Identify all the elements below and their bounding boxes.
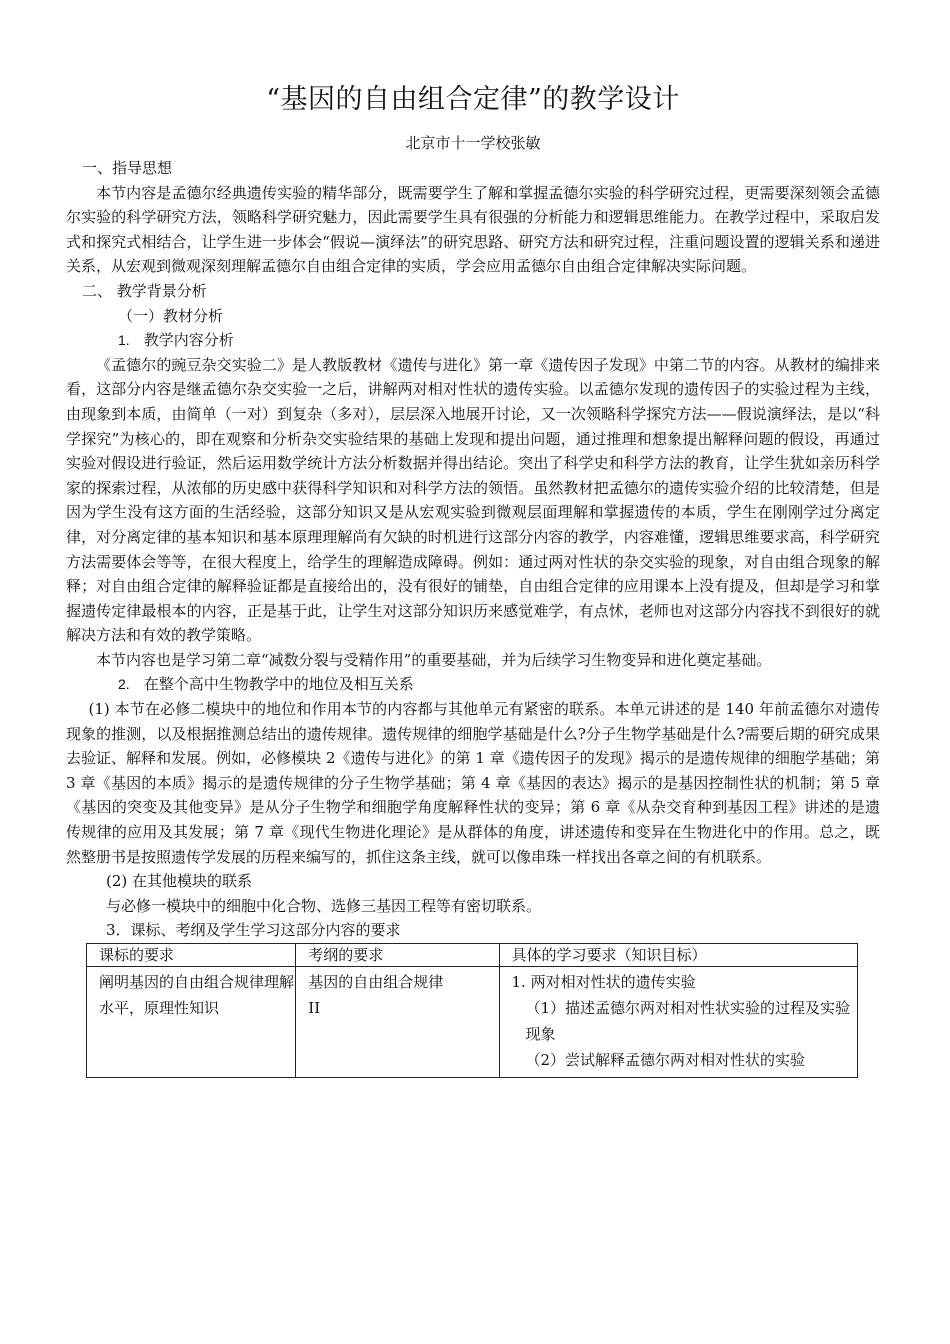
exam-requirement: 基因的自由组合规律	[308, 973, 444, 991]
item-1-label: 教学内容分析	[143, 331, 234, 350]
section-1-body: 本节内容是孟德尔经典遗传实验的精华部分，既需要学生了解和掌握孟德尔实验的科学研究过程，更需要深刻领会孟德尔实验的科学研究方法，领略科学研究魅力，因此需要学生具有很强的分析能力和逻辑思维能力。在教学过程中，采取启发式和探究式相结合，让学生进一步体会“假说—演绎法”的研究思路、研究方法和研究过程，注重问题设置的逻辑关系和递进关系，从宏观到微观深刻理解孟德尔自由组合定律的实质，学会应用孟德尔自由组合定律解决实际问题。	[66, 183, 880, 276]
item-2-paragraph-1: (1) 本节在必修二模块中的地位和作用本节的内容都与其他单元有紧密的联系。本单元讲述的是 140 年前孟德尔对遗传现象的推测，以及根据推测总结出的遗传规律。遗传规律的细胞学基础是什么?分子生物学基础是什么?需要后期的研究成果去验证、解释和发展。例如，必修模块 2《遗传与进化》的第 1 章《遗传因子的发现》揭示的是遗传规律的细胞学基础；第 3 章《基因的本质》揭示的是遗传规律的分子生物学基础；第 4 章《基因的表达》揭示的是基因控制性状的机制；第 5 章《基因的突变及其他变异》是从分子生物学和细胞学角度解释性状的变异；第 6 章《从杂交育种到基因工程》讲述的是遗传规律的应用及其发展；第 7 章《现代生物进化理论》是从群体的角度，讲述遗传和变异在生物进化中的作用。总之，既然整册书是按照遗传学发展的历程来编写的，抓住这条主线，就可以像串珠一样找出各章之间的有机联系。	[66, 700, 880, 866]
item-2-paragraph-3: 与必修一模块中的细胞中化合物、选修三基因工程等有密切联系。	[106, 896, 542, 915]
document-page	[66, 80, 880, 1078]
table-header-row	[87, 944, 858, 967]
item-2-number: 2.	[118, 676, 130, 693]
table-header-exam: 考纲的要求	[296, 944, 499, 967]
subsection-textbook-analysis: （一）教材分析	[118, 306, 224, 325]
exam-level: II	[308, 999, 321, 1017]
item-2-label: 在整个高中生物教学中的地位及相互关系	[143, 675, 414, 694]
item-1-body-2: 本节内容也是学习第二章“减数分裂与受精作用”的重要基础，并为后续学习生物变异和进化奠定基础。	[96, 650, 772, 669]
item-2-paragraph-2: (2) 在其他模块的联系	[106, 872, 253, 891]
item-2-heading	[66, 672, 880, 697]
table-header-curriculum: 课标的要求	[87, 944, 296, 967]
document-title: “基因的自由组合定律”的教学设计	[266, 84, 680, 115]
item-1-heading	[66, 328, 880, 353]
item-1-body: 《孟德尔的豌豆杂交实验二》是人教版教材《遗传与进化》第一章《遗传因子发现》中第二节的内容。从教材的编排来看，这部分内容是继孟德尔杂交实验一之后，讲解两对相对性状的遗传实验。以孟德尔发现的遗传因子的实验过程为主线，由现象到本质，由简单（一对）到复杂（多对），层层深入地展开讨论，又一次领略科学探究方法——假说演绎法，是以“科学探究”为核心的，即在观察和分析杂交实验结果的基础上发现和提出问题，通过推理和想象提出解释问题的假设，再通过实验对假设进行验证，然后运用数学统计方法分析数据并得出结论。突出了科学史和科学方法的教育，让学生犹如亲历科学家的探索过程，从浓郁的历史感中获得科学知识和对科学方法的领悟。虽然教材把孟德尔的遗传实验介绍的比较清楚，但是因为学生没有这方面的生活经验，这部分知识又是从宏观实验到微观层面理解和掌握遗传的本质，学生在刚刚学过分离定律，对分离定律的基本知识和基本原理理解尚有欠缺的时机进行这部分内容的教学，内容难懂，逻辑思维要求高，科学研究方法需要体会等等，在很大程度上，给学生的理解造成障碍。例如：通过两对性状的杂交实验的现象，对自由组合现象的解释；对自由组合定律的解释验证都是直接给出的，没有很好的铺垫，自由组合定律的应用课本上没有提及，但却是学习和掌握遗传定律最根本的内容，正是基于此，让学生对这部分知识历来感觉难学，有点怵，老师也对这部分内容找不到很好的就解决方法和有效的教学策略。	[66, 355, 880, 645]
learning-goal-1-1: （1）描述孟德尔两对相对性状实验的过程及实验现象	[525, 999, 851, 1043]
section-1-heading: 一、指导思想	[82, 159, 173, 177]
learning-goal-1: 1. 两对相对性状的遗传实验	[511, 973, 696, 991]
table-row	[87, 967, 858, 1078]
learning-goal-1-2: （2）尝试解释孟德尔两对相对性状的实验	[525, 1051, 806, 1069]
table-cell-curriculum: 阐明基因的自由组合规律理解水平，原理性知识	[87, 967, 296, 1078]
table-cell-exam	[296, 967, 499, 1078]
table-cell-learning	[499, 967, 857, 1078]
item-3-heading: 3．课标、考纲及学生学习这部分内容的要求	[106, 921, 401, 940]
item-1-number: 1.	[118, 332, 130, 349]
requirements-table	[86, 943, 858, 1078]
table-header-learning: 具体的学习要求（知识目标）	[499, 944, 857, 967]
document-author: 北京市十一学校张敏	[405, 134, 541, 152]
section-2-heading: 二、 教学背景分析	[82, 281, 207, 300]
